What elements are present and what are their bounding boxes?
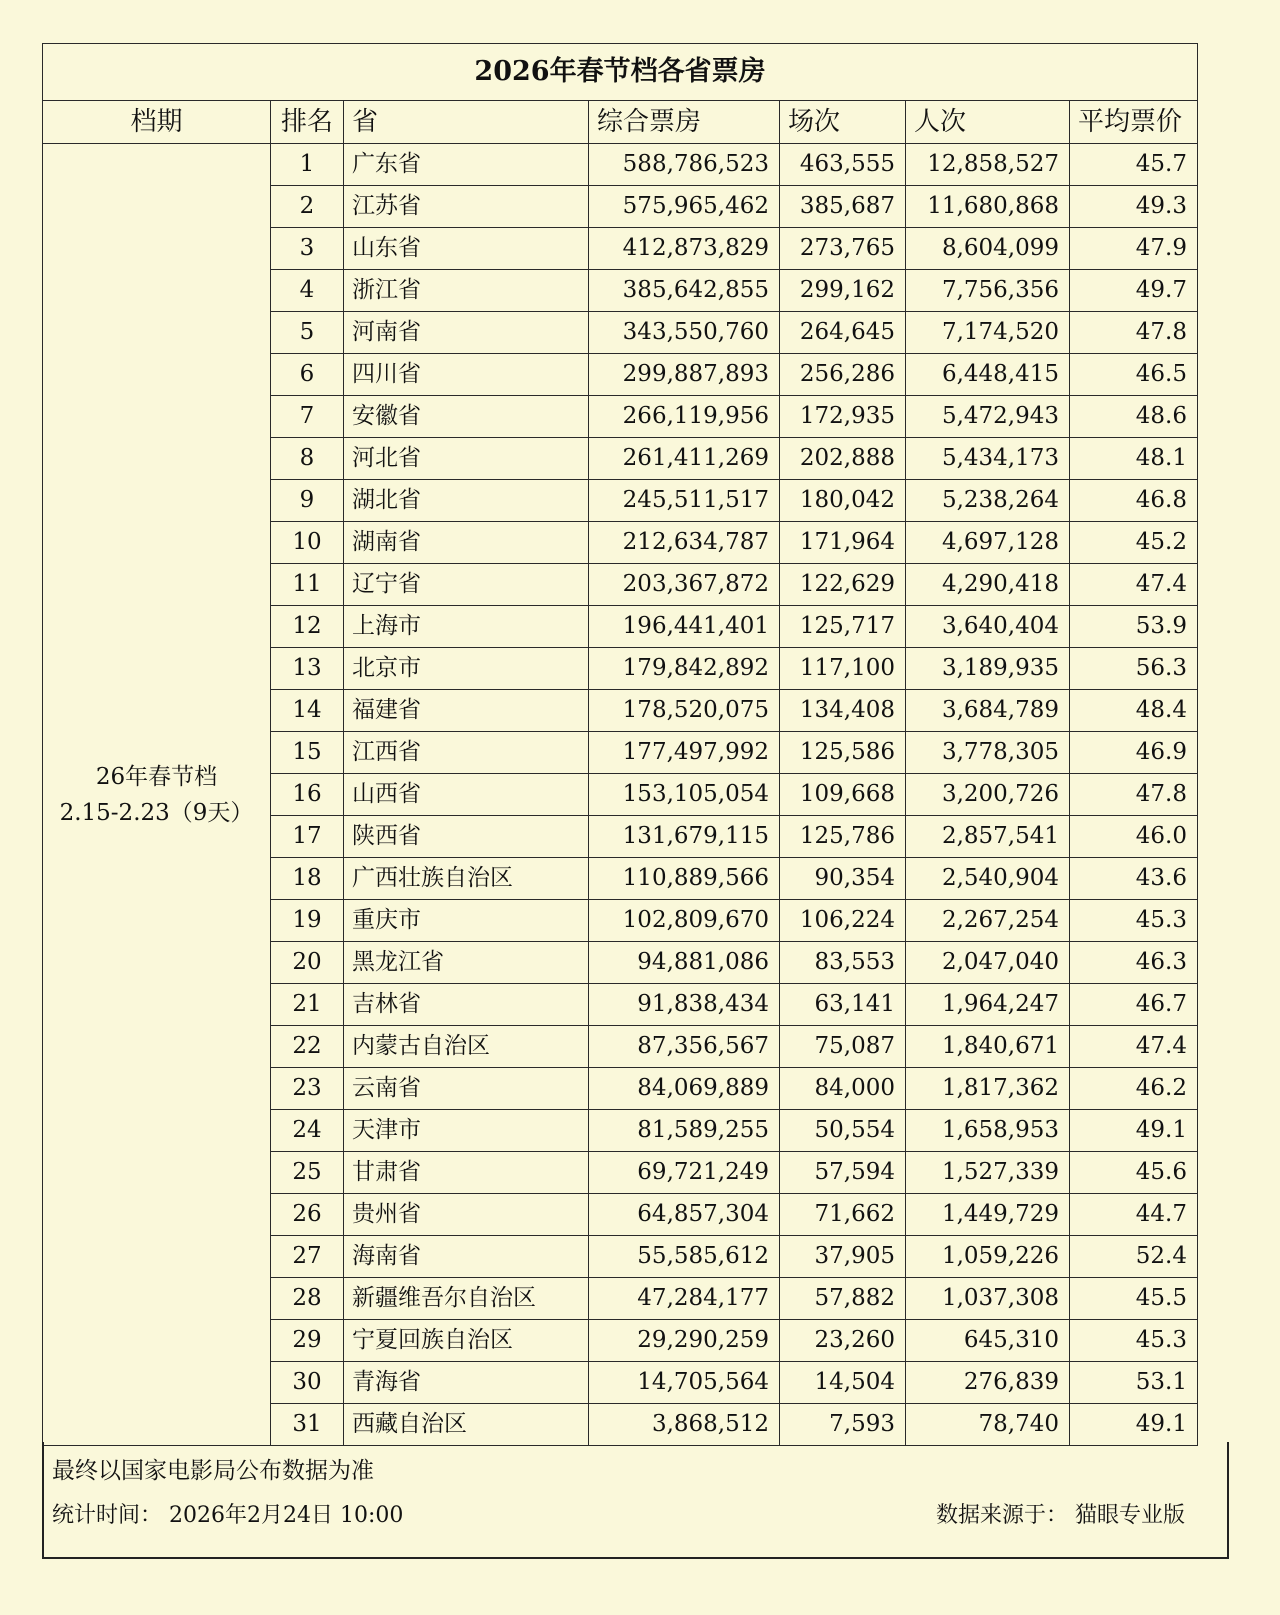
shows-cell: 117,100 [780, 648, 906, 690]
header-admissions: 人次 [906, 101, 1070, 144]
admissions-cell: 1,658,953 [906, 1110, 1070, 1152]
province-cell: 江苏省 [344, 186, 589, 228]
province-cell: 山东省 [344, 228, 589, 270]
rank-cell: 1 [271, 144, 344, 186]
rank-cell: 26 [271, 1194, 344, 1236]
shows-cell: 14,504 [780, 1362, 906, 1404]
rank-cell: 8 [271, 438, 344, 480]
rank-cell: 15 [271, 732, 344, 774]
province-cell: 西藏自治区 [344, 1404, 589, 1446]
stat-time: 统计时间： 2026年2月24日 10:00 [52, 1503, 404, 1528]
admissions-cell: 7,756,356 [906, 270, 1070, 312]
header-avg-price: 平均票价 [1070, 101, 1198, 144]
shows-cell: 125,586 [780, 732, 906, 774]
box-office-cell: 299,887,893 [589, 354, 780, 396]
rank-cell: 17 [271, 816, 344, 858]
rank-cell: 4 [271, 270, 344, 312]
rank-cell: 11 [271, 564, 344, 606]
shows-cell: 125,717 [780, 606, 906, 648]
shows-cell: 57,594 [780, 1152, 906, 1194]
admissions-cell: 4,290,418 [906, 564, 1070, 606]
shows-cell: 75,087 [780, 1026, 906, 1068]
box-office-cell: 81,589,255 [589, 1110, 780, 1152]
shows-cell: 273,765 [780, 228, 906, 270]
rank-cell: 3 [271, 228, 344, 270]
rank-cell: 14 [271, 690, 344, 732]
province-cell: 河南省 [344, 312, 589, 354]
admissions-cell: 3,778,305 [906, 732, 1070, 774]
province-cell: 湖北省 [344, 480, 589, 522]
header-province: 省 [344, 101, 589, 144]
box-office-cell: 212,634,787 [589, 522, 780, 564]
shows-cell: 134,408 [780, 690, 906, 732]
admissions-cell: 12,858,527 [906, 144, 1070, 186]
box-office-cell: 3,868,512 [589, 1404, 780, 1446]
province-cell: 广西壮族自治区 [344, 858, 589, 900]
rank-cell: 21 [271, 984, 344, 1026]
avg-price-cell: 47.8 [1070, 774, 1198, 816]
box-office-cell: 55,585,612 [589, 1236, 780, 1278]
rank-cell: 10 [271, 522, 344, 564]
province-cell: 吉林省 [344, 984, 589, 1026]
avg-price-cell: 49.3 [1070, 186, 1198, 228]
admissions-cell: 1,059,226 [906, 1236, 1070, 1278]
shows-cell: 57,882 [780, 1278, 906, 1320]
province-cell: 北京市 [344, 648, 589, 690]
avg-price-cell: 45.6 [1070, 1152, 1198, 1194]
box-office-cell: 203,367,872 [589, 564, 780, 606]
box-office-cell: 196,441,401 [589, 606, 780, 648]
period-cell [43, 144, 271, 1446]
shows-cell: 90,354 [780, 858, 906, 900]
avg-price-cell: 49.1 [1070, 1404, 1198, 1446]
shows-cell: 125,786 [780, 816, 906, 858]
admissions-cell: 3,684,789 [906, 690, 1070, 732]
box-office-cell: 412,873,829 [589, 228, 780, 270]
avg-price-cell: 45.5 [1070, 1278, 1198, 1320]
box-office-cell: 110,889,566 [589, 858, 780, 900]
avg-price-cell: 56.3 [1070, 648, 1198, 690]
box-office-cell: 575,965,462 [589, 186, 780, 228]
avg-price-cell: 45.3 [1070, 1320, 1198, 1362]
rank-cell: 12 [271, 606, 344, 648]
shows-cell: 84,000 [780, 1068, 906, 1110]
avg-price-cell: 47.8 [1070, 312, 1198, 354]
avg-price-cell: 46.5 [1070, 354, 1198, 396]
province-cell: 河北省 [344, 438, 589, 480]
province-cell: 辽宁省 [344, 564, 589, 606]
shows-cell: 23,260 [780, 1320, 906, 1362]
admissions-cell: 5,434,173 [906, 438, 1070, 480]
shows-cell: 122,629 [780, 564, 906, 606]
avg-price-cell: 46.0 [1070, 816, 1198, 858]
header-period: 档期 [43, 101, 271, 144]
table-row [43, 144, 1198, 186]
shows-cell: 106,224 [780, 900, 906, 942]
admissions-cell: 645,310 [906, 1320, 1070, 1362]
province-cell: 新疆维吾尔自治区 [344, 1278, 589, 1320]
avg-price-cell: 49.1 [1070, 1110, 1198, 1152]
avg-price-cell: 47.9 [1070, 228, 1198, 270]
box-office-cell: 266,119,956 [589, 396, 780, 438]
province-cell: 重庆市 [344, 900, 589, 942]
admissions-cell: 3,189,935 [906, 648, 1070, 690]
avg-price-cell: 47.4 [1070, 564, 1198, 606]
avg-price-cell: 48.6 [1070, 396, 1198, 438]
box-office-cell: 102,809,670 [589, 900, 780, 942]
shows-cell: 71,662 [780, 1194, 906, 1236]
box-office-cell: 69,721,249 [589, 1152, 780, 1194]
rank-cell: 18 [271, 858, 344, 900]
shows-cell: 202,888 [780, 438, 906, 480]
box-office-cell: 91,838,434 [589, 984, 780, 1026]
avg-price-cell: 46.8 [1070, 480, 1198, 522]
rank-cell: 16 [271, 774, 344, 816]
footer-note: 最终以国家电影局公布数据为准 [52, 1458, 374, 1484]
rank-cell: 19 [271, 900, 344, 942]
admissions-cell: 2,267,254 [906, 900, 1070, 942]
shows-cell: 264,645 [780, 312, 906, 354]
province-cell: 海南省 [344, 1236, 589, 1278]
rank-cell: 25 [271, 1152, 344, 1194]
period-dates: 2.15-2.23（9天） [59, 799, 254, 826]
box-office-cell: 47,284,177 [589, 1278, 780, 1320]
avg-price-cell: 48.1 [1070, 438, 1198, 480]
avg-price-cell: 46.2 [1070, 1068, 1198, 1110]
header-shows: 场次 [780, 101, 906, 144]
admissions-cell: 3,200,726 [906, 774, 1070, 816]
avg-price-cell: 45.2 [1070, 522, 1198, 564]
admissions-cell: 7,174,520 [906, 312, 1070, 354]
admissions-cell: 78,740 [906, 1404, 1070, 1446]
box-office-cell: 87,356,567 [589, 1026, 780, 1068]
province-cell: 安徽省 [344, 396, 589, 438]
box-office-cell: 178,520,075 [589, 690, 780, 732]
rank-cell: 9 [271, 480, 344, 522]
shows-cell: 7,593 [780, 1404, 906, 1446]
avg-price-cell: 53.1 [1070, 1362, 1198, 1404]
box-office-cell: 94,881,086 [589, 942, 780, 984]
avg-price-cell: 45.7 [1070, 144, 1198, 186]
shows-cell: 172,935 [780, 396, 906, 438]
province-cell: 云南省 [344, 1068, 589, 1110]
shows-cell: 63,141 [780, 984, 906, 1026]
province-cell: 天津市 [344, 1110, 589, 1152]
shows-cell: 109,668 [780, 774, 906, 816]
header-box-office: 综合票房 [589, 101, 780, 144]
province-cell: 陕西省 [344, 816, 589, 858]
box-office-cell: 177,497,992 [589, 732, 780, 774]
admissions-cell: 2,857,541 [906, 816, 1070, 858]
admissions-cell: 1,964,247 [906, 984, 1070, 1026]
box-office-table [42, 43, 1198, 1446]
rank-cell: 23 [271, 1068, 344, 1110]
avg-price-cell: 49.7 [1070, 270, 1198, 312]
avg-price-cell: 46.9 [1070, 732, 1198, 774]
avg-price-cell: 45.3 [1070, 900, 1198, 942]
rank-cell: 2 [271, 186, 344, 228]
avg-price-cell: 52.4 [1070, 1236, 1198, 1278]
province-cell: 四川省 [344, 354, 589, 396]
rank-cell: 31 [271, 1404, 344, 1446]
shows-cell: 299,162 [780, 270, 906, 312]
rank-cell: 6 [271, 354, 344, 396]
avg-price-cell: 46.3 [1070, 942, 1198, 984]
admissions-cell: 1,817,362 [906, 1068, 1070, 1110]
shows-cell: 463,555 [780, 144, 906, 186]
box-office-cell: 245,511,517 [589, 480, 780, 522]
province-cell: 甘肃省 [344, 1152, 589, 1194]
shows-cell: 385,687 [780, 186, 906, 228]
avg-price-cell: 44.7 [1070, 1194, 1198, 1236]
table-footer [42, 1442, 1229, 1559]
table-title: 2026年春节档各省票房 [43, 44, 1198, 101]
header-row [43, 101, 1198, 144]
box-office-cell: 84,069,889 [589, 1068, 780, 1110]
data-source: 数据来源于： 猫眼专业版 [936, 1503, 1185, 1528]
admissions-cell: 4,697,128 [906, 522, 1070, 564]
avg-price-cell: 53.9 [1070, 606, 1198, 648]
admissions-cell: 1,449,729 [906, 1194, 1070, 1236]
province-cell: 湖南省 [344, 522, 589, 564]
box-office-cell: 14,705,564 [589, 1362, 780, 1404]
rank-cell: 20 [271, 942, 344, 984]
admissions-cell: 2,047,040 [906, 942, 1070, 984]
admissions-cell: 1,840,671 [906, 1026, 1070, 1068]
province-cell: 福建省 [344, 690, 589, 732]
admissions-cell: 1,037,308 [906, 1278, 1070, 1320]
province-cell: 青海省 [344, 1362, 589, 1404]
box-office-cell: 588,786,523 [589, 144, 780, 186]
rank-cell: 27 [271, 1236, 344, 1278]
rank-cell: 22 [271, 1026, 344, 1068]
shows-cell: 256,286 [780, 354, 906, 396]
admissions-cell: 8,604,099 [906, 228, 1070, 270]
box-office-cell: 261,411,269 [589, 438, 780, 480]
admissions-cell: 2,540,904 [906, 858, 1070, 900]
admissions-cell: 276,839 [906, 1362, 1070, 1404]
avg-price-cell: 46.7 [1070, 984, 1198, 1026]
province-cell: 宁夏回族自治区 [344, 1320, 589, 1362]
province-cell: 黑龙江省 [344, 942, 589, 984]
box-office-cell: 385,642,855 [589, 270, 780, 312]
shows-cell: 50,554 [780, 1110, 906, 1152]
province-cell: 江西省 [344, 732, 589, 774]
avg-price-cell: 48.4 [1070, 690, 1198, 732]
shows-cell: 180,042 [780, 480, 906, 522]
avg-price-cell: 47.4 [1070, 1026, 1198, 1068]
period-name: 26年春节档 [95, 763, 218, 790]
province-cell: 广东省 [344, 144, 589, 186]
rank-cell: 28 [271, 1278, 344, 1320]
province-cell: 浙江省 [344, 270, 589, 312]
province-cell: 上海市 [344, 606, 589, 648]
rank-cell: 7 [271, 396, 344, 438]
rank-cell: 24 [271, 1110, 344, 1152]
admissions-cell: 6,448,415 [906, 354, 1070, 396]
rank-cell: 30 [271, 1362, 344, 1404]
box-office-cell: 179,842,892 [589, 648, 780, 690]
admissions-cell: 5,472,943 [906, 396, 1070, 438]
province-cell: 山西省 [344, 774, 589, 816]
admissions-cell: 5,238,264 [906, 480, 1070, 522]
box-office-cell: 343,550,760 [589, 312, 780, 354]
shows-cell: 171,964 [780, 522, 906, 564]
box-office-cell: 131,679,115 [589, 816, 780, 858]
province-cell: 贵州省 [344, 1194, 589, 1236]
box-office-cell: 29,290,259 [589, 1320, 780, 1362]
rank-cell: 29 [271, 1320, 344, 1362]
header-rank: 排名 [271, 101, 344, 144]
shows-cell: 83,553 [780, 942, 906, 984]
box-office-cell: 64,857,304 [589, 1194, 780, 1236]
admissions-cell: 11,680,868 [906, 186, 1070, 228]
rank-cell: 5 [271, 312, 344, 354]
rank-cell: 13 [271, 648, 344, 690]
admissions-cell: 1,527,339 [906, 1152, 1070, 1194]
province-cell: 内蒙古自治区 [344, 1026, 589, 1068]
box-office-cell: 153,105,054 [589, 774, 780, 816]
shows-cell: 37,905 [780, 1236, 906, 1278]
admissions-cell: 3,640,404 [906, 606, 1070, 648]
avg-price-cell: 43.6 [1070, 858, 1198, 900]
